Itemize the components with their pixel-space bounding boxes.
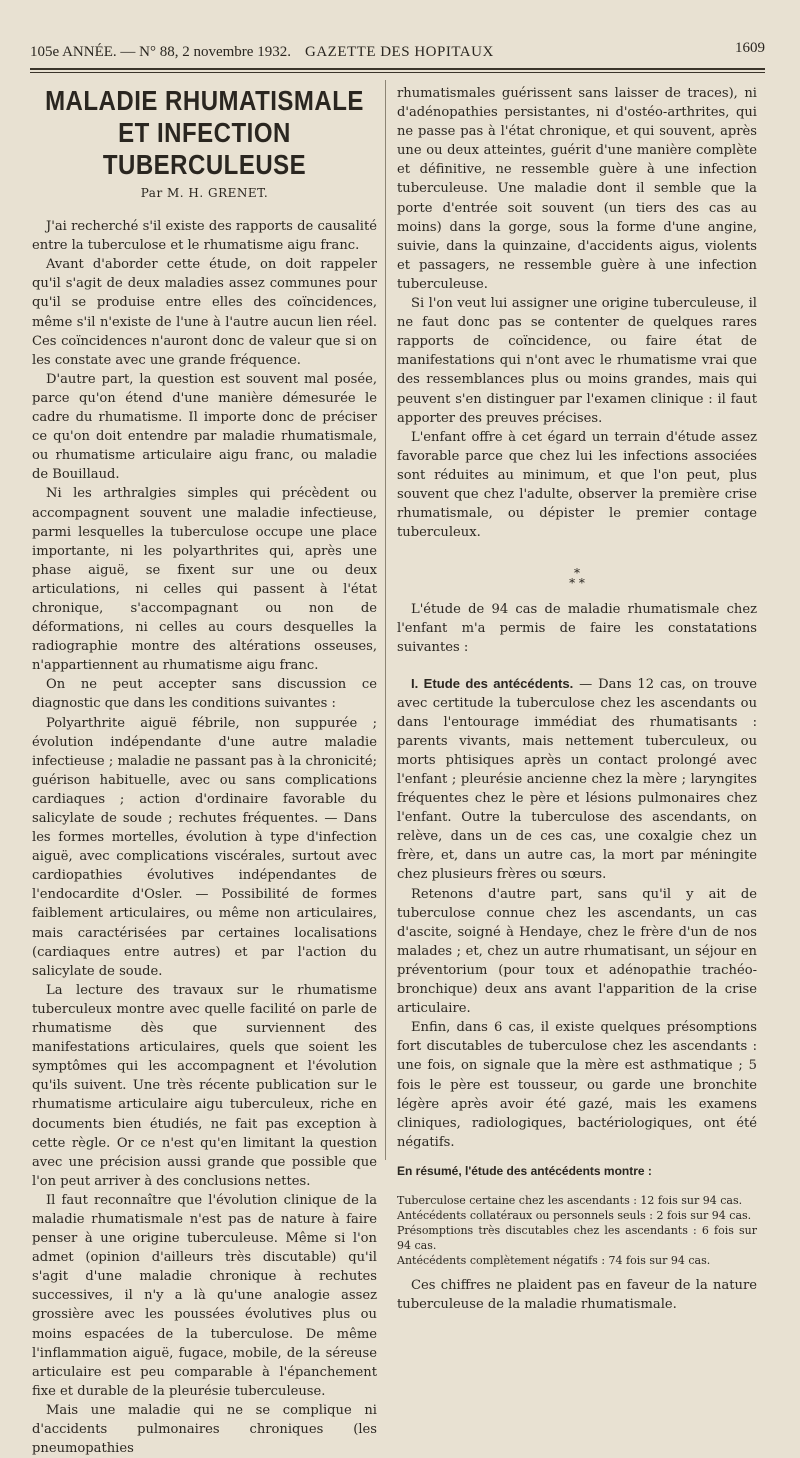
header-rule-thick xyxy=(30,68,765,70)
paragraph: L'enfant offre à cet égard un terrain d'étude assez favorable parce que chez lui les infections associées sont réduites au minimum, et que l'on peut, plus souvent que chez l'adulte, observer la première crise rhumatismale, ou dépister le premier contage tuberculeux. xyxy=(397,429,757,541)
paragraph: J'ai recherché s'il existe des rapports de causalité entre la tuberculose et le rhumatisme aigu franc. xyxy=(32,219,377,254)
left-column xyxy=(32,84,377,1458)
summary-item: Présomptions très discutables chez les ascendants : 6 fois sur 94 cas. xyxy=(397,1223,757,1252)
paragraph: Avant d'aborder cette étude, on doit rappeler qu'il s'agit de deux maladies assez communes pour qu'il se produise entre elles des coïncidences, même s'il n'existe de l'une à l'autre aucun lien réel. Ces coïncidences n'auront donc de valeur que si on les constate avec une grande fréquence. xyxy=(32,257,377,368)
section-separator: * * * xyxy=(569,566,585,591)
paragraph: Il faut reconnaître que l'évolution clinique de la maladie rhumatismale n'est pas de nature à faire penser à une origine tuberculeuse. Même si l'on admet (opinion d'ailleurs très discutable) qu'il s'agit d'une maladie chronique à rechutes successives, il n'y a là qu'une analogie assez grossière avec les poussées évolutives plus ou moins espacées de la tuberculose. De même l'inflammation aiguë, fugace, mobile, de la séreuse articulaire est peu comparable à l'épanchement fixe et durable de la pleurésie tuberculeuse. xyxy=(32,1192,377,1399)
summary-item: Tuberculose certaine chez les ascendants : 12 fois sur 94 cas. xyxy=(397,1193,743,1207)
paragraph: Polyarthrite aiguë fébrile, non suppurée ; évolution indépendante d'une autre maladie infectieuse ; maladie ne passant pas à la chronicité; guérison habituelle, avec ou sans complications cardiaques ; action d'ordinaire favorable du salicylate de soude ; rechutes fréquentes. — Dans les formes mortelles, évolution à type d'infection aiguë, avec complications viscérales, surtout avec cardiopathies évolutives indépendantes de l'endocardite d'Osler. — Possibilité de formes faiblement articulaires, ou même non articulaires, mais caractérisées par certaines localisations (cardiaques entre autres) et par l'action du salicylate de soude. xyxy=(32,715,377,979)
title-line-2: ET INFECTION TUBERCULEUSE xyxy=(102,117,307,182)
byline: Par M. H. GRENET. xyxy=(140,186,269,200)
paragraph: Retenons d'autre part, sans qu'il y ait de tuberculose connue chez les ascendants, un cas d'ascite, soigné à Hendaye, chez le frère d'un de nos malades ; et, chez un autre rhumatisant, un séjour en préventorium (pour toux et adénopathie trachéo-bronchique) deux ans avant l'apparition de la crise articulaire. xyxy=(397,886,757,1017)
paragraph: Ni les arthralgies simples qui précèdent ou accompagnent souvent une maladie infectieuse, parmi lesquelles la tuberculose occupe une place importante, ni les polyarthrites qui, après une phase aiguë, se fixent sur une ou deux articulations, ni celles qui passent à l'état chronique, s'accompagnant ou non de déformations, ni celles au cours desquelles la radiographie montre des altérations osseuses, n'appartiennent au rhumatisme aigu franc. xyxy=(32,486,377,674)
column-divider xyxy=(385,80,386,1160)
summary-item: Antécédents collatéraux ou personnels seuls : 2 fois sur 94 cas. xyxy=(397,1208,752,1222)
title-line-1: MALADIE RHUMATISMALE xyxy=(45,85,364,117)
paragraph: Si l'on veut lui assigner une origine tuberculeuse, il ne faut donc pas se contenter de quelques rares rapports de coïncidence, ou faire état de manifestations qui n'ont avec le rhumatisme vrai que des ressemblances plus ou moins grandes, mais qui peuvent s'en distinguer par l'examen clinique : il faut apporter des preuves précises. xyxy=(397,296,757,426)
section-paragraph xyxy=(397,674,757,885)
publication-name: GAZETTE DES HOPITAUX xyxy=(305,44,494,60)
paragraph: On ne peut accepter sans discussion ce diagnostic que dans les conditions suivantes : xyxy=(32,677,377,712)
spacer xyxy=(397,1268,757,1276)
page-number: 1609 xyxy=(735,40,765,56)
issue-info: 105e ANNÉE. — N° 88, 2 novembre 1932. xyxy=(30,44,291,60)
page-header xyxy=(30,40,765,64)
spacer xyxy=(397,658,757,674)
section-heading: I. Etude des antécédents. xyxy=(411,675,574,691)
paragraph: D'autre part, la question est souvent mal posée, parce qu'on étend d'une manière démesurée le cadre du rhumatisme. Il importe donc de préciser ce qu'on doit entendre par maladie rhumatismale, ou rhumatisme articulaire aigu franc, ou maladie de Bouillaud. xyxy=(32,371,377,483)
paragraph: La lecture des travaux sur le rhumatisme tuberculeux montre avec quelle facilité on parle de rhumatisme dès que surviennent des manifestations articulaires, quels que soient les symptômes qui les accompagnent et l'évolution qu'ils suivent. Une très récente publication sur le rhumatisme articulaire aigu tuberculeux, riche en documents bien étudiés, ne fait pas exception à cette règle. Or ce n'est qu'en limitant la question avec une précision aussi grande que possible que l'on peut arriver à des conclusions nettes. xyxy=(32,982,377,1189)
summary-title: En résumé, l'étude des antécédents montre : xyxy=(397,1163,652,1178)
section-text: — Dans 12 cas, on trouve avec certitude la tuberculose chez les ascendants ou dans l'entourage immédiat des rhumatisants : parents vivants, mais nettement tuberculeux, ou morts phtisiques après un contact prolongé avec l'enfant ; pleurésie ancienne chez la mère ; laryngites fréquentes chez le père et lésions pulmonaires chez l'enfant. Outre la tuberculose des ascendants, on relève, dans un de ces cas, une coxalgie chez un frère, et, dans un autre cas, la mort par méningite chez plusieurs frères ou sœurs. xyxy=(397,676,757,883)
paragraph: Enfin, dans 6 cas, il existe quelques présomptions fort discutables de tuberculose chez les ascendants : une fois, on signale que la mère est asthmatique ; 5 fois le père est tousseur, ou garde une bronchite légère après avoir été gazé, mais les examens cliniques, radiologiques, bactériologiques, ont été négatifs. xyxy=(397,1020,757,1150)
article-title xyxy=(32,86,377,183)
header-rule-thin xyxy=(30,72,765,73)
closing-paragraph: Ces chiffres ne plaident pas en faveur de la nature tuberculeuse de la maladie rhumatismale. xyxy=(397,1277,757,1313)
paragraph: L'étude de 94 cas de maladie rhumatismale chez l'enfant m'a permis de faire les constatations suivantes : xyxy=(397,602,757,656)
paragraph: rhumatismales guérissent sans laisser de traces), ni d'adénopathies persistantes, ni d'ostéo-arthrites, qui ne passe pas à l'état chronique, et qui souvent, après une ou deux atteintes, guérit d'une manière complète et définitive, ne ressemble guère à une infection tuberculeuse. Une maladie dont il semble que la porte d'entrée soit souvent (un tiers des cas au moins) dans la gorge, sous la forme d'une angine, suivie, dans la quinzaine, d'accidents aigus, violents et passagers, ne ressemble guère à une infection tuberculeuse. xyxy=(397,86,757,292)
summary-item: Antécédents complètement négatifs : 74 fois sur 94 cas. xyxy=(397,1253,711,1267)
paragraph: Mais une maladie qui ne se complique ni d'accidents pulmonaires chroniques (les pneumopathies xyxy=(32,1402,377,1457)
right-column xyxy=(397,84,757,1314)
